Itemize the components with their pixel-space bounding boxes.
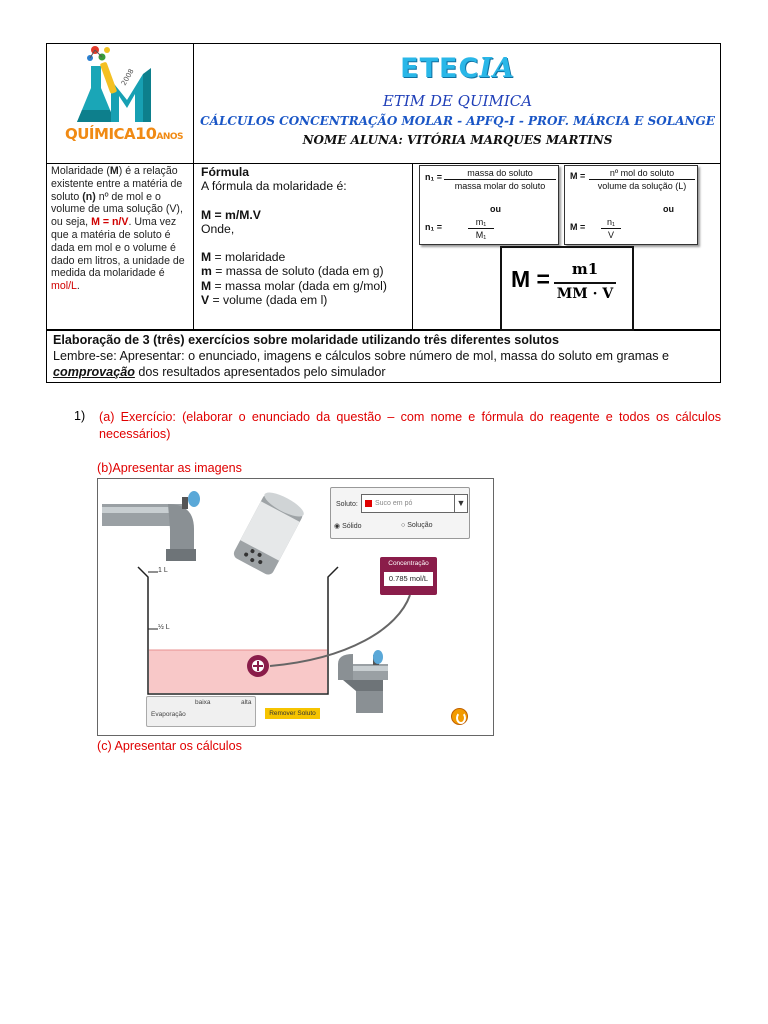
solute-panel: Soluto: Suco em pó ▼ ◉ Sólido ○ Solução (330, 487, 470, 539)
drain-faucet-icon (338, 650, 388, 713)
variable-item: M = massa molar (dada em g/mol) (201, 278, 387, 293)
question-number: 1) (74, 409, 86, 423)
solute-color-swatch (365, 500, 372, 507)
formula-where: Onde, (201, 221, 235, 236)
concentration-meter[interactable]: Concentração 0.785 mol/L (380, 557, 437, 595)
document-title (194, 44, 721, 163)
fraction: nº mol do soluto volume da solução (L) (589, 168, 695, 191)
table-divider (412, 163, 413, 329)
powder-shaker-icon (232, 488, 307, 577)
evaporation-panel[interactable]: Evaporação baixa alta (146, 696, 256, 727)
variable-item: M = molaridade (201, 250, 286, 265)
fraction: $\frac{\text{m₁}}{\text{M₁}}$ (468, 217, 494, 240)
table-divider (47, 163, 721, 164)
formula-intro: A fórmula da molaridade é: (201, 179, 347, 194)
reset-icon[interactable] (451, 708, 468, 725)
formula-heading: Fórmula (201, 165, 250, 179)
question-b: (b)Apresentar as imagens (97, 461, 242, 475)
formula-box-moles: n₁ = massa do soluto massa molar do soluto ou n₁ = $\frac{\text{m₁}}{\text{M₁}}$ (419, 165, 559, 245)
simulator-screenshot (97, 478, 494, 736)
radio-solution[interactable]: ○ Solução (401, 522, 433, 529)
course-title: ETIM DE QUIMICA (382, 92, 533, 110)
solute-select[interactable]: Suco em pó ▼ (361, 494, 468, 513)
task-reminder: Lembre-se: Apresentar: o enunciado, imagens e cálculos sobre número de mol, massa do soluto em gramas e (53, 349, 670, 363)
table-divider (193, 163, 194, 329)
radio-solid[interactable]: ◉ Sólido (334, 523, 362, 530)
variable-item: m = massa de soluto (dada em g) (201, 264, 384, 279)
top-faucet-icon (102, 491, 200, 561)
task-instructions (53, 332, 718, 380)
concentration-probe-icon (247, 655, 269, 677)
svg-text:2008: 2008 (119, 67, 136, 87)
variable-item: V = volume (dada em l) (201, 293, 328, 308)
volume-tick-half: ½ L (158, 624, 170, 631)
fraction: $\frac{\text{n₁}}{V}$ (601, 217, 621, 240)
remove-solute-button[interactable]: Remover Soluto (265, 708, 320, 719)
subject-title: CÁLCULOS CONCENTRAÇÃO MOLAR - APFQ-I - PROF. MÁRCIA E SOLANGE (200, 114, 715, 128)
header-table (46, 43, 721, 383)
molarity-definition: Molaridade (M) é a relação existente entre a matéria de soluto (n) nº de mol e o volume de uma solução (V), ou seja, M = n/V. Uma vez que a matéria de soluto é dada em mol e o volume é dado em litros, a unidade de medida da molaridade é mol/L. (51, 165, 185, 293)
volume-tick-1L: 1 L (158, 567, 168, 574)
formula-box-molarity: M = nº mol do soluto volume da solução (L) ou M = $\frac{\text{n₁}}{V}$ (564, 165, 698, 245)
brand-title: ETECIA (400, 53, 515, 84)
question-c: (c) Apresentar os cálculos (97, 739, 242, 753)
fraction: massa do soluto massa molar do soluto (444, 168, 556, 191)
chevron-down-icon[interactable]: ▼ (454, 495, 467, 512)
student-name: NOME ALUNA: VITÓRIA MARQUES MARTINS (302, 133, 613, 147)
formula-explanation (201, 165, 411, 307)
logo-text: QUÍMICA10ANOS (65, 124, 184, 143)
formula-main: M = m/M.V (201, 207, 261, 222)
concentration-readout: 0.785 mol/L (384, 572, 433, 586)
school-logo (47, 44, 194, 163)
molarity-formula-box: M = m1 MM · V (500, 246, 634, 331)
task-title: Elaboração de 3 (três) exercícios sobre molaridade utilizando três diferentes solutos (53, 333, 560, 347)
question-a: (a) Exercício: (elaborar o enunciado da questão – com nome e fórmula do reagente e todos os cálculos necessários) (99, 410, 721, 441)
task-reminder-end: comprovação dos resultados apresentados pelo simulador (53, 365, 386, 379)
flask-logo-icon (47, 44, 194, 163)
